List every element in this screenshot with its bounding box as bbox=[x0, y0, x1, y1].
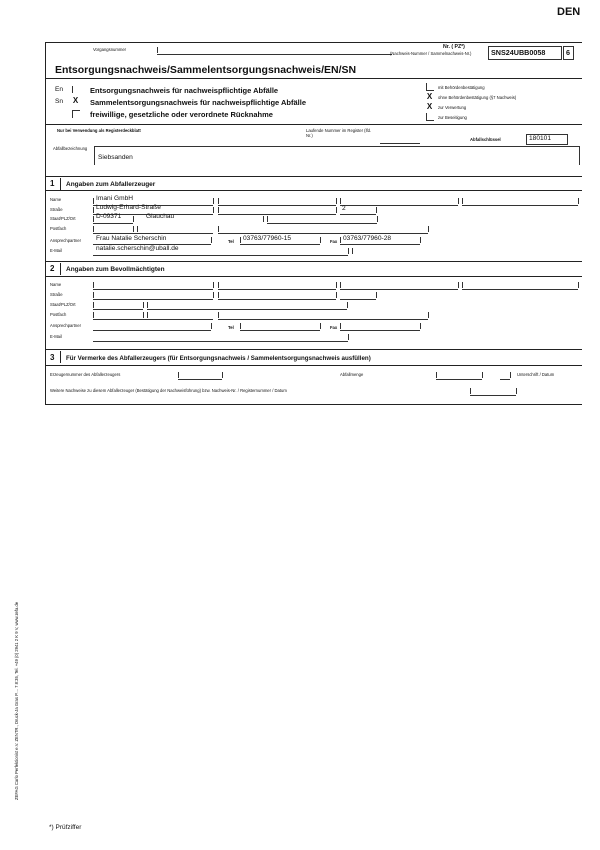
section1-number: 1 bbox=[50, 179, 55, 188]
type-code-sn: Sn bbox=[55, 98, 64, 105]
s3-row1-c-field[interactable] bbox=[500, 378, 510, 380]
s2-postfach-label: Postfach bbox=[50, 312, 67, 317]
s1-postfach-label: Postfach bbox=[50, 226, 67, 231]
s2-name-label: Name bbox=[50, 282, 62, 287]
nr-box[interactable] bbox=[488, 46, 562, 60]
s1-fax-value: 03763/77960-28 bbox=[343, 235, 392, 242]
type-sn-label: Sammelentsorgungsnachweis für nachweispflichtige Abfälle bbox=[90, 98, 307, 107]
opt-beseitigung-checkbox[interactable] bbox=[426, 113, 434, 121]
type-en-label: Entsorgungsnachweis für nachweispflichtige Abfälle bbox=[90, 86, 279, 95]
section2-number: 2 bbox=[50, 264, 55, 273]
bezeichnung-field[interactable] bbox=[94, 146, 580, 165]
s2-plz-field[interactable] bbox=[93, 308, 143, 310]
s3-row1-c-label: Unterschrift / Datum bbox=[517, 372, 555, 377]
s1-hausnr-value: 2 bbox=[342, 205, 346, 212]
nr-label: Nr. ( PZ*) bbox=[443, 44, 465, 50]
bezeichnung-label: Abfallbezeichnung bbox=[53, 146, 88, 151]
vorgang-field[interactable] bbox=[157, 53, 392, 55]
s1-strasse-label: Straße bbox=[50, 207, 63, 212]
s3-row1-a-field[interactable] bbox=[178, 378, 222, 380]
s1-email-value: natalie.scherschin@uball.de bbox=[96, 245, 179, 252]
s2-ansprech-field[interactable] bbox=[93, 329, 211, 331]
opt-behoerde-label: mit Behördenbestätigung bbox=[438, 85, 485, 90]
s3-row1-b-field[interactable] bbox=[436, 378, 482, 380]
opt-verwertung-label: zur Verwertung bbox=[438, 105, 467, 110]
type-ruecknahme-checkbox[interactable] bbox=[72, 110, 80, 118]
abfallschluessel-box[interactable] bbox=[526, 134, 568, 145]
nr-sub-label: (Nachweis-Nummer / Sammelnachweis-Nr.) bbox=[390, 51, 472, 56]
s2-ansprech-label: Ansprechpartner bbox=[50, 323, 81, 328]
s2-strasse-field[interactable] bbox=[93, 298, 213, 300]
s1-plz-field[interactable] bbox=[93, 222, 133, 224]
reference-label: Laufende Nummer im Register (lfd. Nr.) bbox=[306, 128, 372, 138]
opt-verwertung-checkbox[interactable]: X bbox=[426, 102, 433, 111]
type-code-en: En bbox=[55, 86, 64, 93]
s2-postfach-field[interactable] bbox=[93, 318, 213, 320]
section2-title: Angaben zum Bevollmächtigten bbox=[66, 266, 165, 273]
s1-name-value: Imani GmbH bbox=[96, 195, 134, 202]
s1-ansprech-label: Ansprechpartner bbox=[50, 238, 81, 243]
s2-name-field[interactable] bbox=[93, 288, 213, 290]
s1-tel-value: 03763/77960-15 bbox=[243, 235, 292, 242]
s1-plz-value: D-09371 bbox=[96, 213, 122, 220]
nr-value: SNS24UBB0058 bbox=[491, 48, 546, 57]
s3-row2-field[interactable] bbox=[470, 394, 516, 396]
s1-ort-value: Glauchau bbox=[146, 213, 175, 220]
s2-strasse-label: Straße bbox=[50, 292, 63, 297]
s1-hausnr-field[interactable] bbox=[340, 213, 376, 215]
type-sn-checkbox[interactable]: X bbox=[72, 96, 79, 105]
bezeichnung-value: Siebsanden bbox=[98, 154, 133, 161]
section3-number: 3 bbox=[50, 353, 55, 362]
reference-field[interactable] bbox=[380, 142, 420, 144]
s3-row1-b-label: Abfallmenge bbox=[340, 372, 364, 377]
vertical-side-note: ZEFAG Carlo Perfektionist e.V. ZENTR., Druck-Ja Gras P.... 7 8:35, Tel. +49 (0) 2941 2 K 9 V, www.zefa.de bbox=[14, 601, 19, 800]
s2-email-label: E-Mail bbox=[50, 334, 62, 339]
register-label: Nur bei Verwendung als Registerdeckblatt bbox=[57, 128, 141, 133]
s1-fax-label: Fax bbox=[330, 239, 338, 244]
abfallschluessel-label: Abfallschlüssel bbox=[470, 137, 501, 142]
s3-row2-label: Weitere Nachweise zu diesem Abfallerzeuger (Bestätigung der Nachweisführung) bzw. Nachweis-Nr. / Registernummer / Datum bbox=[50, 388, 287, 393]
s1-fax-field[interactable] bbox=[340, 243, 420, 245]
section3-title: Für Vermerke des Abfallerzeugers (für Entsorgungsnachweis / Sammelentsorgungsnachweis ausfüllen) bbox=[66, 355, 371, 362]
s1-name-label: Name bbox=[50, 197, 62, 202]
s2-fax-field[interactable] bbox=[340, 329, 420, 331]
s2-tel-field[interactable] bbox=[240, 329, 320, 331]
abfallschluessel-value: 180101 bbox=[529, 135, 552, 142]
s1-ansprech-value: Frau Natalie Scherschin bbox=[96, 235, 167, 242]
form-title: Entsorgungsnachweis/Sammelentsorgungsnachweis/EN/SN bbox=[55, 64, 357, 76]
opt-ohne-behoerde-label: ohne Behördenbestätigung (§7 Nachweis) bbox=[438, 95, 517, 100]
type-ruecknahme-label: freiwillige, gesetzliche oder verordnete Rücknahme bbox=[90, 110, 273, 119]
nr-check-value: 6 bbox=[566, 48, 570, 57]
s1-postfach-field[interactable] bbox=[93, 232, 213, 234]
s1-email-field[interactable] bbox=[93, 254, 348, 256]
s1-strasse-value: Ludwig-Erhard-Straße bbox=[96, 204, 161, 211]
s1-email-label: E-Mail bbox=[50, 248, 62, 253]
opt-behoerde-checkbox[interactable] bbox=[426, 83, 434, 91]
s2-plz-label: Staat/PLZ/Ort bbox=[50, 302, 76, 307]
vorgang-label: Vorgangsnummer bbox=[93, 47, 127, 52]
s2-fax-label: Fax bbox=[330, 325, 338, 330]
s1-tel-label: Tel bbox=[228, 239, 234, 244]
s2-tel-label: Tel bbox=[228, 325, 234, 330]
corner-label: DEN bbox=[557, 6, 581, 18]
s1-tel-field[interactable] bbox=[240, 243, 320, 245]
s3-row1-a-label: Erzeugernummer des Abfallerzeugers bbox=[50, 372, 121, 377]
opt-ohne-behoerde-checkbox[interactable]: X bbox=[426, 92, 433, 101]
s1-ort-field[interactable] bbox=[267, 222, 377, 224]
opt-beseitigung-label: zur Beseitigung bbox=[438, 115, 467, 120]
nr-check-box[interactable] bbox=[563, 46, 574, 60]
footnote: *) Prüfziffer bbox=[49, 824, 82, 831]
section1-title: Angaben zum Abfallerzeuger bbox=[66, 181, 156, 188]
s2-email-field[interactable] bbox=[93, 340, 348, 342]
type-en-checkbox[interactable] bbox=[72, 86, 80, 93]
s1-plz-label: Staat/PLZ/Ort bbox=[50, 216, 76, 221]
